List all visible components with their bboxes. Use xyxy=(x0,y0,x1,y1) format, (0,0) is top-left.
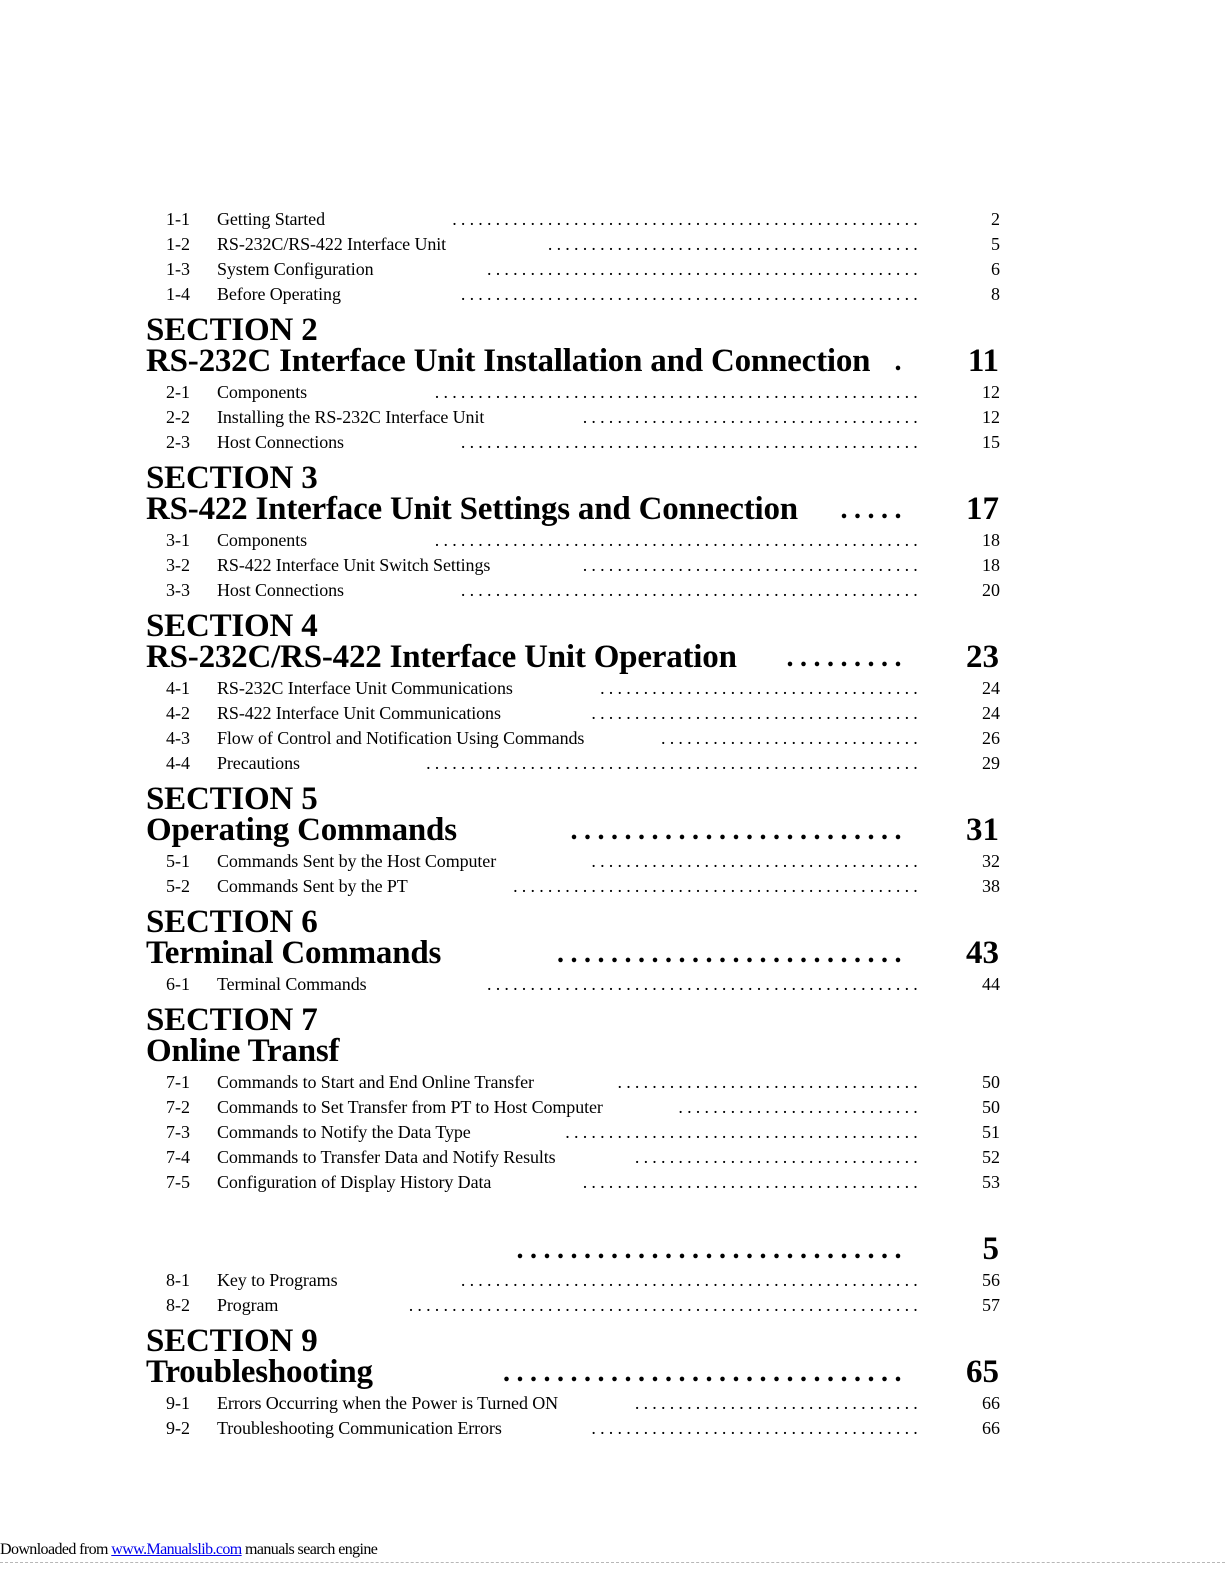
entry-page-number: 20 xyxy=(982,580,1000,600)
dot-leader: ...................................................... xyxy=(452,209,922,229)
toc-entry[interactable] xyxy=(146,1293,1016,1318)
entry-page-number: 5 xyxy=(991,234,1000,254)
entry-page-number: 32 xyxy=(982,851,1000,871)
toc-entry[interactable] xyxy=(146,528,1016,553)
entry-title: Host Connections xyxy=(217,580,344,600)
dot-leader: ........................................................ xyxy=(434,530,922,550)
toc-entry[interactable] xyxy=(146,1120,1016,1145)
entry-number: 3-1 xyxy=(166,530,190,550)
section-heading[interactable] xyxy=(146,1356,1016,1389)
entry-page-number: 66 xyxy=(982,1393,1000,1413)
dot-leader: .................................................. xyxy=(487,974,922,994)
section-label: SECTION 2 xyxy=(146,312,318,348)
section-page-number: 5 xyxy=(982,1231,999,1267)
entry-number: 4-2 xyxy=(166,703,190,723)
section-page-number: 43 xyxy=(966,935,999,971)
entry-number: 1-1 xyxy=(166,209,190,229)
footer-prefix: Downloaded from xyxy=(0,1541,112,1558)
toc-entry[interactable] xyxy=(146,405,1016,430)
toc-section xyxy=(146,781,1016,899)
entry-page-number: 15 xyxy=(982,432,1000,452)
entry-page-number: 18 xyxy=(982,555,1000,575)
dot-leader: ....................................... xyxy=(582,555,922,575)
dot-leader: ..................................... xyxy=(600,678,922,698)
entry-number: 3-3 xyxy=(166,580,190,600)
section-title: RS-422 Interface Unit Settings and Connection xyxy=(146,491,798,527)
toc-entry[interactable] xyxy=(146,676,1016,701)
dot-leader: ..................................................... xyxy=(460,432,922,452)
dot-leader: ..................................................... xyxy=(460,1270,922,1290)
entry-title: Components xyxy=(217,530,308,550)
section-heading[interactable] xyxy=(146,1233,1016,1266)
entry-page-number: 18 xyxy=(982,530,1000,550)
dot-leader: .............................. xyxy=(661,728,922,748)
entry-number: 1-2 xyxy=(166,234,190,254)
entry-number: 2-2 xyxy=(166,407,190,427)
entry-number: 7-3 xyxy=(166,1122,190,1142)
section-gap xyxy=(146,1195,1016,1203)
toc-entry[interactable] xyxy=(146,701,1016,726)
dot-leader: ........................................... xyxy=(547,234,922,254)
section-page-number: 23 xyxy=(966,639,999,675)
entry-page-number: 12 xyxy=(982,407,1000,427)
section-title: Operating Commands xyxy=(146,812,457,848)
toc-section xyxy=(146,1002,1016,1195)
section-page-number: 11 xyxy=(967,343,999,379)
table-of-contents xyxy=(146,207,1016,1441)
entry-number: 6-1 xyxy=(166,974,190,994)
entry-title: Before Operating xyxy=(217,284,341,304)
toc-entry[interactable] xyxy=(146,282,1016,307)
section-title: RS-232C Interface Unit Installation and Connection xyxy=(146,343,871,379)
toc-entry[interactable] xyxy=(146,849,1016,874)
toc-section xyxy=(146,904,1016,997)
entry-number: 3-2 xyxy=(166,555,190,575)
toc-entry[interactable] xyxy=(146,1145,1016,1170)
entry-page-number: 6 xyxy=(991,259,1000,279)
entry-title: Program xyxy=(217,1295,279,1315)
entry-page-number: 52 xyxy=(982,1147,1000,1167)
dot-leader: ...................................... xyxy=(591,851,922,871)
toc-entry[interactable] xyxy=(146,430,1016,455)
entry-title: RS-232C Interface Unit Communications xyxy=(217,678,513,698)
section-heading[interactable] xyxy=(146,814,1016,847)
toc-entry[interactable] xyxy=(146,380,1016,405)
section-page-number: 31 xyxy=(966,812,999,848)
toc-entry[interactable] xyxy=(146,553,1016,578)
entry-title: Flow of Control and Notification Using Commands xyxy=(217,728,585,748)
dot-leader: ......... xyxy=(786,642,908,673)
toc-entry[interactable] xyxy=(146,726,1016,751)
entry-title: Troubleshooting Communication Errors xyxy=(217,1418,502,1438)
toc-entry[interactable] xyxy=(146,874,1016,899)
entry-title: Host Connections xyxy=(217,432,344,452)
entry-number: 7-5 xyxy=(166,1172,190,1192)
toc-section xyxy=(146,608,1016,776)
entry-title: Key to Programs xyxy=(217,1270,338,1290)
entry-title: Getting Started xyxy=(217,209,325,229)
dot-leader: ...................................... xyxy=(591,1418,922,1438)
dot-leader: ......................... xyxy=(570,815,908,846)
toc-entry[interactable] xyxy=(146,207,1016,232)
section-label xyxy=(146,1203,1016,1233)
footer-suffix: manuals search engine xyxy=(241,1541,378,1558)
dot-leader: .............................. xyxy=(503,1357,908,1388)
entry-title: Commands to Notify the Data Type xyxy=(217,1122,471,1142)
dot-leader: ............................ xyxy=(678,1097,922,1117)
dot-leader: ..................................................... xyxy=(460,580,922,600)
entry-page-number: 38 xyxy=(982,876,1000,896)
entry-number: 4-3 xyxy=(166,728,190,748)
entry-page-number: 53 xyxy=(982,1172,1000,1192)
section-heading[interactable] xyxy=(146,1035,1016,1068)
entry-page-number: 56 xyxy=(982,1270,1000,1290)
section-label: SECTION 7 xyxy=(146,1002,318,1038)
toc-section xyxy=(146,1203,1016,1318)
dot-leader: ............................................... xyxy=(513,876,922,896)
entry-page-number: 50 xyxy=(982,1097,1000,1117)
dot-leader: . xyxy=(894,346,908,377)
section-page-number: 65 xyxy=(966,1354,999,1390)
entry-page-number: 66 xyxy=(982,1418,1000,1438)
entry-title: Commands Sent by the PT xyxy=(217,876,408,896)
download-footer xyxy=(0,1540,1225,1560)
entry-number: 1-3 xyxy=(166,259,190,279)
toc-entry[interactable] xyxy=(146,257,1016,282)
dot-leader: ....................................... xyxy=(582,1172,922,1192)
entry-number: 1-4 xyxy=(166,284,190,304)
section-heading[interactable] xyxy=(146,493,1016,526)
entry-number: 4-1 xyxy=(166,678,190,698)
section-label: SECTION 3 xyxy=(146,460,318,496)
toc-entry[interactable] xyxy=(146,751,1016,776)
entry-number: 5-1 xyxy=(166,851,190,871)
toc-entry[interactable] xyxy=(146,1268,1016,1293)
dot-leader: ...................................... xyxy=(591,703,922,723)
entry-title: Precautions xyxy=(217,753,300,773)
entry-number: 8-2 xyxy=(166,1295,190,1315)
entry-page-number: 8 xyxy=(991,284,1000,304)
dot-leader: ........................................................... xyxy=(408,1295,922,1315)
entry-title: RS-232C/RS-422 Interface Unit xyxy=(217,234,447,254)
entry-title: Commands to Set Transfer from PT to Host Computer xyxy=(217,1097,603,1117)
toc-entry[interactable] xyxy=(146,1070,1016,1095)
section-label: SECTION 4 xyxy=(146,608,318,644)
entry-title: Commands to Transfer Data and Notify Results xyxy=(217,1147,556,1167)
entry-page-number: 12 xyxy=(982,382,1000,402)
entry-title: Configuration of Display History Data xyxy=(217,1172,492,1192)
entry-number: 2-3 xyxy=(166,432,190,452)
entry-title: Components xyxy=(217,382,308,402)
section-label: SECTION 6 xyxy=(146,904,318,940)
dot-leader: ......................................................... xyxy=(426,753,922,773)
section-heading[interactable] xyxy=(146,937,1016,970)
entry-number: 7-2 xyxy=(166,1097,190,1117)
section-heading[interactable] xyxy=(146,641,1016,674)
entry-number: 7-4 xyxy=(166,1147,190,1167)
entry-title: Commands Sent by the Host Computer xyxy=(217,851,497,871)
entry-number: 9-1 xyxy=(166,1393,190,1413)
entry-page-number: 26 xyxy=(982,728,1000,748)
entry-number: 4-4 xyxy=(166,753,190,773)
toc-entry[interactable] xyxy=(146,1391,1016,1416)
entry-page-number: 51 xyxy=(982,1122,1000,1142)
section-label: SECTION 9 xyxy=(146,1323,318,1359)
entry-number: 9-2 xyxy=(166,1418,190,1438)
dot-leader: .......................... xyxy=(557,938,908,969)
entry-number: 5-2 xyxy=(166,876,190,896)
toc-entry[interactable] xyxy=(146,1416,1016,1441)
footer-divider xyxy=(0,1562,1225,1563)
entry-title: RS-422 Interface Unit Communications xyxy=(217,703,501,723)
dot-leader: ................................. xyxy=(634,1147,922,1167)
dot-leader: ....................................... xyxy=(582,407,922,427)
entry-number: 2-1 xyxy=(166,382,190,402)
toc-entry[interactable] xyxy=(146,232,1016,257)
entry-number: 8-1 xyxy=(166,1270,190,1290)
entry-number: 7-1 xyxy=(166,1072,190,1092)
dot-leader: ................................... xyxy=(617,1072,922,1092)
dot-leader: ........................................................ xyxy=(434,382,922,402)
toc-entry[interactable] xyxy=(146,578,1016,603)
toc-section xyxy=(146,1323,1016,1441)
manualslib-link[interactable]: www.Manualslib.com xyxy=(111,1541,242,1558)
toc-entry[interactable] xyxy=(146,1095,1016,1120)
section-page-number: 17 xyxy=(966,491,999,527)
dot-leader: ..................................................... xyxy=(460,284,922,304)
dot-leader: ......................................... xyxy=(565,1122,922,1142)
toc-section xyxy=(146,460,1016,603)
entry-page-number: 2 xyxy=(991,209,1000,229)
entry-page-number: 44 xyxy=(982,974,1000,994)
dot-leader: ................................. xyxy=(634,1393,922,1413)
entry-title: Errors Occurring when the Power is Turned ON xyxy=(217,1393,559,1413)
section-label: SECTION 5 xyxy=(146,781,318,817)
dot-leader: ............................. xyxy=(516,1234,908,1265)
entry-title: RS-422 Interface Unit Switch Settings xyxy=(217,555,491,575)
entry-page-number: 24 xyxy=(982,678,1000,698)
entry-page-number: 29 xyxy=(982,753,1000,773)
toc-entry[interactable] xyxy=(146,1170,1016,1195)
toc-section xyxy=(146,312,1016,455)
section-title: Online Transf xyxy=(146,1033,340,1069)
entry-title: System Configuration xyxy=(217,259,374,279)
entry-page-number: 24 xyxy=(982,703,1000,723)
entry-page-number: 57 xyxy=(982,1295,1000,1315)
dot-leader: ..... xyxy=(840,494,908,525)
section-title: Troubleshooting xyxy=(146,1354,373,1390)
section-title: RS-232C/RS-422 Interface Unit Operation xyxy=(146,639,737,675)
entry-title: Commands to Start and End Online Transfer xyxy=(217,1072,534,1092)
section-heading[interactable] xyxy=(146,345,1016,378)
toc-entry[interactable] xyxy=(146,972,1016,997)
entry-title: Terminal Commands xyxy=(217,974,367,994)
entry-title: Installing the RS-232C Interface Unit xyxy=(217,407,485,427)
entry-page-number: 50 xyxy=(982,1072,1000,1092)
section-title: Terminal Commands xyxy=(146,935,442,971)
dot-leader: .................................................. xyxy=(487,259,922,279)
